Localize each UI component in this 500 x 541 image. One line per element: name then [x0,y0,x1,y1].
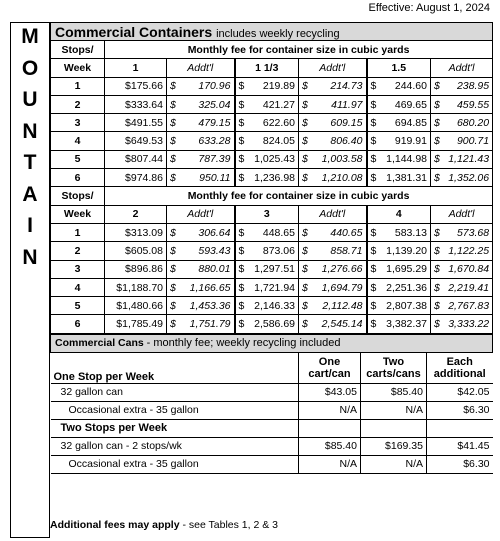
currency-symbol: $ [170,299,176,312]
one-stop-heading: One Stop per Week [51,352,299,383]
fee-value: 214.73 [330,80,363,93]
fee-cell: $807.44 [105,150,167,168]
fee-value: 622.60 [262,116,295,129]
fee-value: 950.11 [199,171,231,184]
fee-cell: $1,188.70 [105,278,167,296]
fee-cell [367,77,431,95]
table-row: Occasional extra - 35 gallon N/A N/A $6.30 [51,401,493,419]
fee-value: 2,545.14 [321,318,363,331]
fee-cell [235,114,299,132]
containers-header [51,23,493,41]
fee-cell [367,95,431,113]
currency-symbol: $ [238,116,245,129]
currency-symbol: $ [370,263,377,276]
fee-value: 593.43 [198,244,231,257]
addtl-fee-cell [167,315,235,333]
currency-symbol: $ [370,281,377,294]
addtl-fee-cell [167,132,235,150]
fee-value: 244.60 [394,80,427,93]
currency-symbol: $ [434,98,440,111]
side-letter: A [22,182,38,206]
col-each-additional: Each additional [427,352,493,383]
stops-cell: 4 [51,132,105,150]
fee-value: 1,721.94 [254,281,295,294]
currency-symbol: $ [238,281,245,294]
size-header: 1 [105,59,167,77]
currency-symbol: $ [370,318,377,331]
addtl-fee-cell [299,95,367,113]
fee-value: 170.96 [198,80,231,93]
fee-caption: Monthly fee for container size in cubic yards [105,187,493,205]
currency-symbol: $ [302,135,308,148]
addtl-fee-cell [167,169,235,187]
addtl-header: Addt'l [299,59,367,77]
table-row [51,169,493,187]
fee-value: 1,670.84 [448,263,490,276]
currency-symbol: $ [170,318,176,331]
fee-value: 1,453.36 [189,299,231,312]
addtl-fee-cell [299,169,367,187]
table-row [51,150,493,168]
currency-symbol: $ [238,318,245,331]
fee-value: 411.97 [331,98,363,111]
fee-value: 2,807.38 [386,299,427,312]
fee-cell [367,132,431,150]
fee-value: 1,352.06 [448,171,490,184]
currency-symbol: $ [434,318,440,331]
fee-cell [367,242,431,260]
currency-symbol: $ [302,116,308,129]
currency-symbol: $ [302,244,308,257]
fee-value: 680.20 [456,116,490,129]
currency-symbol: $ [170,80,176,93]
addtl-fee-cell [431,132,493,150]
currency-symbol: $ [434,263,440,276]
fee-value: 824.05 [262,135,295,148]
addtl-fee-cell [299,150,367,168]
week-header: Week [51,59,105,77]
currency-symbol: $ [170,116,176,129]
addtl-fee-cell [167,278,235,296]
fee-value: 2,586.69 [254,318,295,331]
table-row [51,132,493,150]
fee-value: 2,146.33 [254,299,295,312]
addtl-fee-cell [299,223,367,241]
addtl-fee-cell [431,242,493,260]
side-letter: U [22,88,38,111]
currency-symbol: $ [370,135,377,148]
currency-symbol: $ [370,80,377,93]
fee-value: 421.27 [262,98,295,111]
addtl-header: Addt'l [431,59,493,77]
currency-symbol: $ [370,244,377,257]
fee-cell [235,95,299,113]
stops-cell: 2 [51,242,105,260]
stops-cell: 3 [51,114,105,132]
currency-symbol: $ [170,153,176,166]
stops-cell: 6 [51,315,105,333]
fee-value: 573.68 [456,226,490,239]
side-letter: I [27,214,33,237]
fee-value: 806.40 [330,135,363,148]
addtl-fee-cell [299,297,367,315]
cans-title: Commercial Cans [55,337,144,350]
currency-symbol: $ [302,171,308,184]
fee-cell [235,278,299,296]
stops-cell: 1 [51,223,105,241]
addtl-fee-cell [299,242,367,260]
table-row [51,95,493,113]
containers-subtitle: includes weekly recycling [216,27,340,40]
col-one-cart: One cart/can [299,352,361,383]
currency-symbol: $ [238,171,245,184]
addtl-header: Addt'l [167,205,235,223]
currency-symbol: $ [170,281,176,294]
addtl-fee-cell [431,278,493,296]
currency-symbol: $ [434,244,440,257]
size-header: 2 [105,205,167,223]
week-header: Week [51,205,105,223]
fee-cell [235,223,299,241]
fee-value: 1,210.08 [321,171,363,184]
fee-cell [235,260,299,278]
fee-value: 1,003.58 [321,153,363,166]
fee-value: 1,122.25 [448,244,490,257]
currency-symbol: $ [238,153,245,166]
addtl-header: Addt'l [299,205,367,223]
stops-cell: 1 [51,77,105,95]
addtl-fee-cell [431,223,493,241]
addtl-fee-cell [167,242,235,260]
addtl-fee-cell [167,297,235,315]
fee-value: 325.04 [198,98,231,111]
fee-cell [235,169,299,187]
location-label-mountain [10,22,50,538]
fee-value: 1,381.31 [386,171,427,184]
fee-value: 1,297.51 [254,263,295,276]
currency-symbol: $ [170,226,176,239]
stops-header: Stops/ [51,187,105,205]
fee-value: 219.89 [262,80,295,93]
table-row [51,315,493,333]
side-letter: M [21,25,39,48]
fee-value: 1,139.20 [386,244,427,257]
addtl-fee-cell [431,297,493,315]
fee-value: 694.85 [394,116,427,129]
currency-symbol: $ [370,299,377,312]
fee-value: 2,767.83 [448,299,490,312]
fee-cell [367,114,431,132]
addtl-fee-cell [167,95,235,113]
size-header: 3 [235,205,299,223]
currency-symbol: $ [370,116,377,129]
fee-value: 3,333.22 [448,318,490,331]
containers-title: Commercial Containers [55,23,213,40]
containers-table [50,22,493,334]
currency-symbol: $ [170,171,176,184]
addtl-fee-cell [167,114,235,132]
two-stops-heading: Two Stops per Week [51,419,299,437]
addtl-fee-cell [431,169,493,187]
currency-symbol: $ [302,226,308,239]
fee-cell: $491.55 [105,114,167,132]
addtl-fee-cell [431,95,493,113]
currency-symbol: $ [370,226,377,239]
addtl-header: Addt'l [167,59,235,77]
fee-cell [367,223,431,241]
currency-symbol: $ [238,263,245,276]
currency-symbol: $ [170,135,176,148]
fee-value: 633.28 [198,135,231,148]
side-letter: N [22,245,38,269]
rate-sheet [50,22,492,538]
fee-cell [367,315,431,333]
stops-cell: 5 [51,297,105,315]
currency-symbol: $ [238,299,245,312]
currency-symbol: $ [370,153,377,166]
fee-cell: $313.09 [105,223,167,241]
fee-value: 583.13 [394,226,427,239]
fee-value: 787.39 [198,153,231,166]
fee-cell: $175.66 [105,77,167,95]
table-row [51,278,493,296]
stops-cell: 4 [51,278,105,296]
col-two-carts: Two carts/cans [361,352,427,383]
table-row [51,114,493,132]
fee-cell: $974.86 [105,169,167,187]
fee-value: 459.55 [456,98,490,111]
currency-symbol: $ [434,153,440,166]
fee-value: 880.01 [198,263,231,276]
table-row: 32 gallon can $43.05 $85.40 $42.05 [51,383,493,401]
fee-value: 448.65 [262,226,295,239]
table-row [51,260,493,278]
table-row [51,77,493,95]
addtl-fee-cell [167,77,235,95]
fee-cell: $649.53 [105,132,167,150]
currency-symbol: $ [434,299,440,312]
fee-value: 440.65 [330,226,363,239]
size-header: 1.5 [367,59,431,77]
fee-value: 609.15 [330,116,363,129]
fee-cell [235,315,299,333]
fee-value: 3,382.37 [386,318,427,331]
currency-symbol: $ [238,135,245,148]
fee-value: 1,144.98 [386,153,427,166]
fee-cell [235,132,299,150]
stops-cell: 5 [51,150,105,168]
addtl-header: Addt'l [431,205,493,223]
fee-value: 1,695.29 [386,263,427,276]
addtl-fee-cell [299,132,367,150]
side-letter: O [21,56,39,80]
fee-value: 1,751.79 [189,318,231,331]
fee-cell [367,150,431,168]
fee-cell [367,169,431,187]
fee-cell: $1,785.49 [105,315,167,333]
fee-value: 2,251.36 [386,281,427,294]
currency-symbol: $ [434,80,440,93]
addtl-fee-cell [431,77,493,95]
currency-symbol: $ [170,244,176,257]
fee-caption: Monthly fee for container size in cubic yards [105,41,493,59]
fee-cell [367,278,431,296]
addtl-fee-cell [431,315,493,333]
fee-value: 2,219.41 [448,281,490,294]
currency-symbol: $ [170,263,176,276]
addtl-fee-cell [299,315,367,333]
fee-cell [367,297,431,315]
table-row [51,297,493,315]
fee-cell [367,260,431,278]
fee-cell [235,242,299,260]
side-letter: N [22,119,38,143]
footnote: Additional fees may apply - see Tables 1, 2 & 3 [50,519,278,531]
cans-table [50,334,493,474]
currency-symbol: $ [370,98,377,111]
fee-value: 900.71 [456,135,490,148]
currency-symbol: $ [238,244,245,257]
stops-cell: 3 [51,260,105,278]
currency-symbol: $ [434,116,440,129]
table-row: 32 gallon can - 2 stops/wk $85.40 $169.35 $41.45 [51,437,493,455]
stops-cell: 6 [51,169,105,187]
currency-symbol: $ [302,318,308,331]
addtl-fee-cell [167,260,235,278]
addtl-fee-cell [299,278,367,296]
addtl-fee-cell [299,260,367,278]
fee-value: 1,166.65 [189,281,231,294]
table-row: Occasional extra - 35 gallon N/A N/A $6.30 [51,455,493,473]
currency-symbol: $ [434,281,440,294]
table-row [51,223,493,241]
addtl-fee-cell [299,77,367,95]
fee-value: 1,121.43 [448,153,490,166]
size-header: 1 1/3 [235,59,299,77]
addtl-fee-cell [299,114,367,132]
side-letter: T [23,151,37,174]
stops-cell: 2 [51,95,105,113]
addtl-fee-cell [431,260,493,278]
fee-cell: $605.08 [105,242,167,260]
stops-header: Stops/ [51,41,105,59]
cans-header [51,334,493,352]
fee-cell [235,150,299,168]
addtl-fee-cell [167,223,235,241]
effective-date: Effective: August 1, 2024 [368,2,490,14]
currency-symbol: $ [238,98,245,111]
size-header: 4 [367,205,431,223]
fee-value: 238.95 [456,80,490,93]
fee-value: 469.65 [394,98,427,111]
fee-value: 2,112.48 [322,299,363,312]
fee-cell [235,77,299,95]
fee-value: 306.64 [198,226,231,239]
currency-symbol: $ [170,98,176,111]
addtl-fee-cell [431,114,493,132]
currency-symbol: $ [302,80,308,93]
fee-value: 1,694.79 [321,281,363,294]
currency-symbol: $ [302,299,308,312]
table-row [51,242,493,260]
fee-value: 1,236.98 [254,171,295,184]
currency-symbol: $ [238,80,245,93]
fee-value: 858.71 [330,244,363,257]
fee-cell [235,297,299,315]
fee-value: 1,025.43 [254,153,295,166]
currency-symbol: $ [302,281,308,294]
currency-symbol: $ [434,135,440,148]
cans-subtitle: - monthly fee; weekly recycling included [146,337,341,350]
currency-symbol: $ [302,153,308,166]
addtl-fee-cell [167,150,235,168]
currency-symbol: $ [434,226,440,239]
fee-value: 479.15 [198,116,231,129]
addtl-fee-cell [431,150,493,168]
fee-value: 919.91 [394,135,427,148]
fee-value: 873.06 [262,244,295,257]
currency-symbol: $ [238,226,245,239]
fee-cell: $1,480.66 [105,297,167,315]
fee-cell: $333.64 [105,95,167,113]
currency-symbol: $ [370,171,377,184]
currency-symbol: $ [302,98,308,111]
currency-symbol: $ [434,171,440,184]
fee-cell: $896.86 [105,260,167,278]
currency-symbol: $ [302,263,308,276]
fee-value: 1,276.66 [321,263,363,276]
